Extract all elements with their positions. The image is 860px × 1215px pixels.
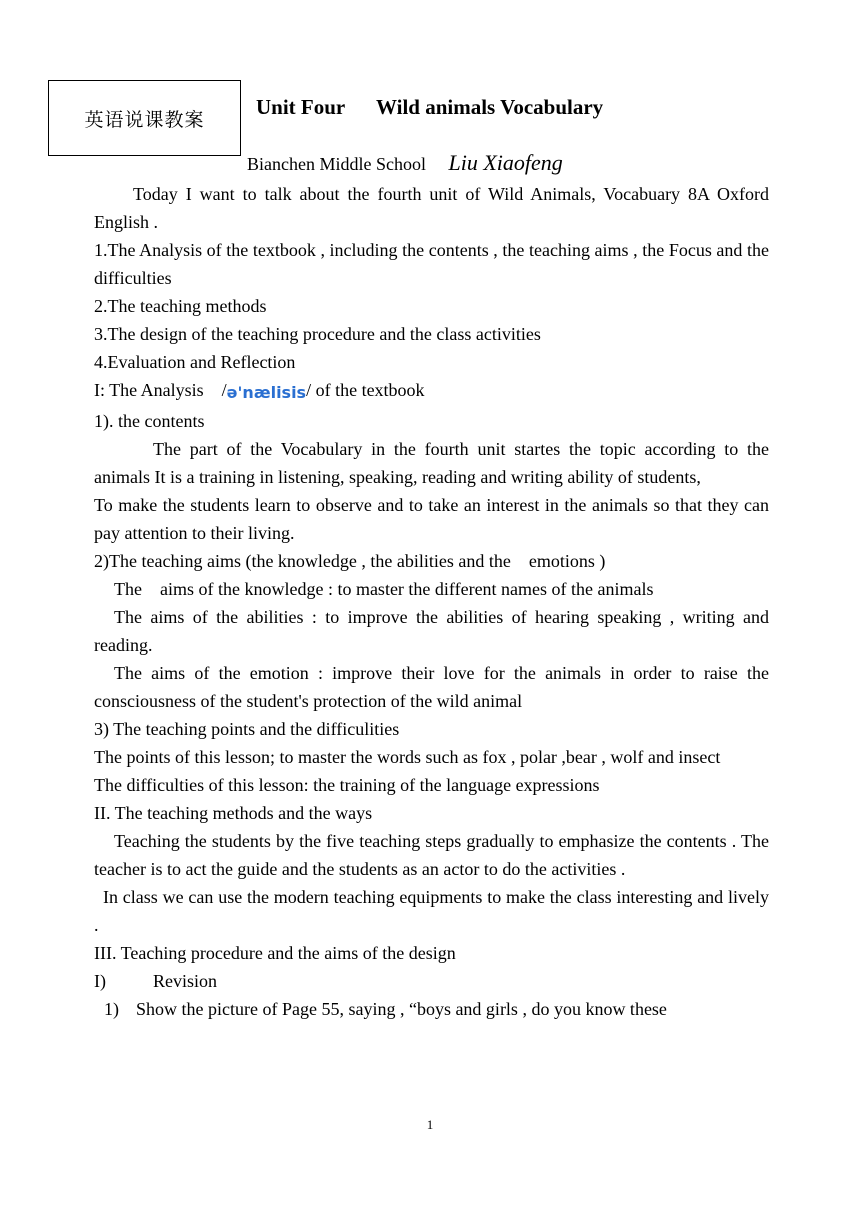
outline-item-2: 2.The teaching methods bbox=[94, 296, 267, 316]
step-1-number: 1) bbox=[104, 999, 119, 1019]
methods-heading: II. The teaching methods and the ways bbox=[94, 803, 373, 823]
byline bbox=[247, 150, 563, 176]
outline-item-1: 1.The Analysis of the textbook , including the contents , the teaching aims , the Focus and the difficulties bbox=[94, 240, 769, 288]
points-paragraph: The points of this lesson; to master the words such as fox , polar ,bear , wolf and insect bbox=[94, 747, 721, 767]
school-name: Bianchen Middle School bbox=[247, 154, 426, 174]
page-number: 1 bbox=[426, 1117, 434, 1132]
intro-paragraph: Today I want to talk about the fourth unit of Wild Animals, Vocabuary 8A Oxford English . bbox=[94, 184, 769, 232]
document-body bbox=[94, 180, 769, 1023]
phonetic-image: ə'nælisis bbox=[226, 383, 307, 402]
contents-paragraph-1: The part of the Vocabulary in the fourth unit startes the topic according to the animals It is a training in listening, speaking, reading and writing ability of students, bbox=[94, 439, 769, 487]
analysis-heading-text: I: The Analysis / bbox=[94, 380, 227, 400]
aims-emotion: The aims of the emotion : improve their love for the animals in order to raise the consciousness of the student's protection of the wild animal bbox=[94, 663, 769, 711]
aims-abilities: The aims of the abilities : to improve the abilities of hearing speaking , writing and reading. bbox=[94, 607, 769, 655]
revision-label: Revision bbox=[153, 971, 218, 991]
procedure-step-1 bbox=[94, 995, 769, 1023]
aims-heading: 2)The teaching aims (the knowledge , the abilities and the emotions ) bbox=[94, 551, 606, 571]
analysis-heading bbox=[94, 376, 769, 407]
methods-paragraph-2: In class we can use the modern teaching equipments to make the class interesting and lively . bbox=[94, 887, 769, 935]
contents-paragraph-2: To make the students learn to observe and to take an interest in the animals so that they can pay attention to their living. bbox=[94, 495, 769, 543]
outline-item-3: 3.The design of the teaching procedure and the class activities bbox=[94, 324, 541, 344]
revision-number: I) bbox=[94, 971, 106, 991]
step-1-text: Show the picture of Page 55, saying , “boys and girls , do you know these bbox=[136, 999, 667, 1019]
header-box-label: 英语说课教案 bbox=[84, 108, 205, 131]
analysis-heading-tail: / of the textbook bbox=[306, 380, 425, 400]
methods-paragraph-1: Teaching the students by the five teaching steps gradually to emphasize the contents . The teacher is to act the guide and the students as an actor to do the activities . bbox=[94, 831, 769, 879]
header-box bbox=[48, 80, 241, 156]
document-title: Unit Four Wild animals Vocabulary bbox=[256, 95, 604, 119]
difficulties-paragraph: The difficulties of this lesson: the training of the language expressions bbox=[94, 775, 600, 795]
procedure-heading: III. Teaching procedure and the aims of the design bbox=[94, 943, 456, 963]
aims-knowledge: The aims of the knowledge : to master the different names of the animals bbox=[114, 579, 654, 599]
revision-heading bbox=[94, 967, 769, 995]
contents-heading: 1). the contents bbox=[94, 411, 205, 431]
outline-item-4: 4.Evaluation and Reflection bbox=[94, 352, 296, 372]
points-heading: 3) The teaching points and the difficulities bbox=[94, 719, 400, 739]
author-name: Liu Xiaofeng bbox=[448, 150, 563, 175]
